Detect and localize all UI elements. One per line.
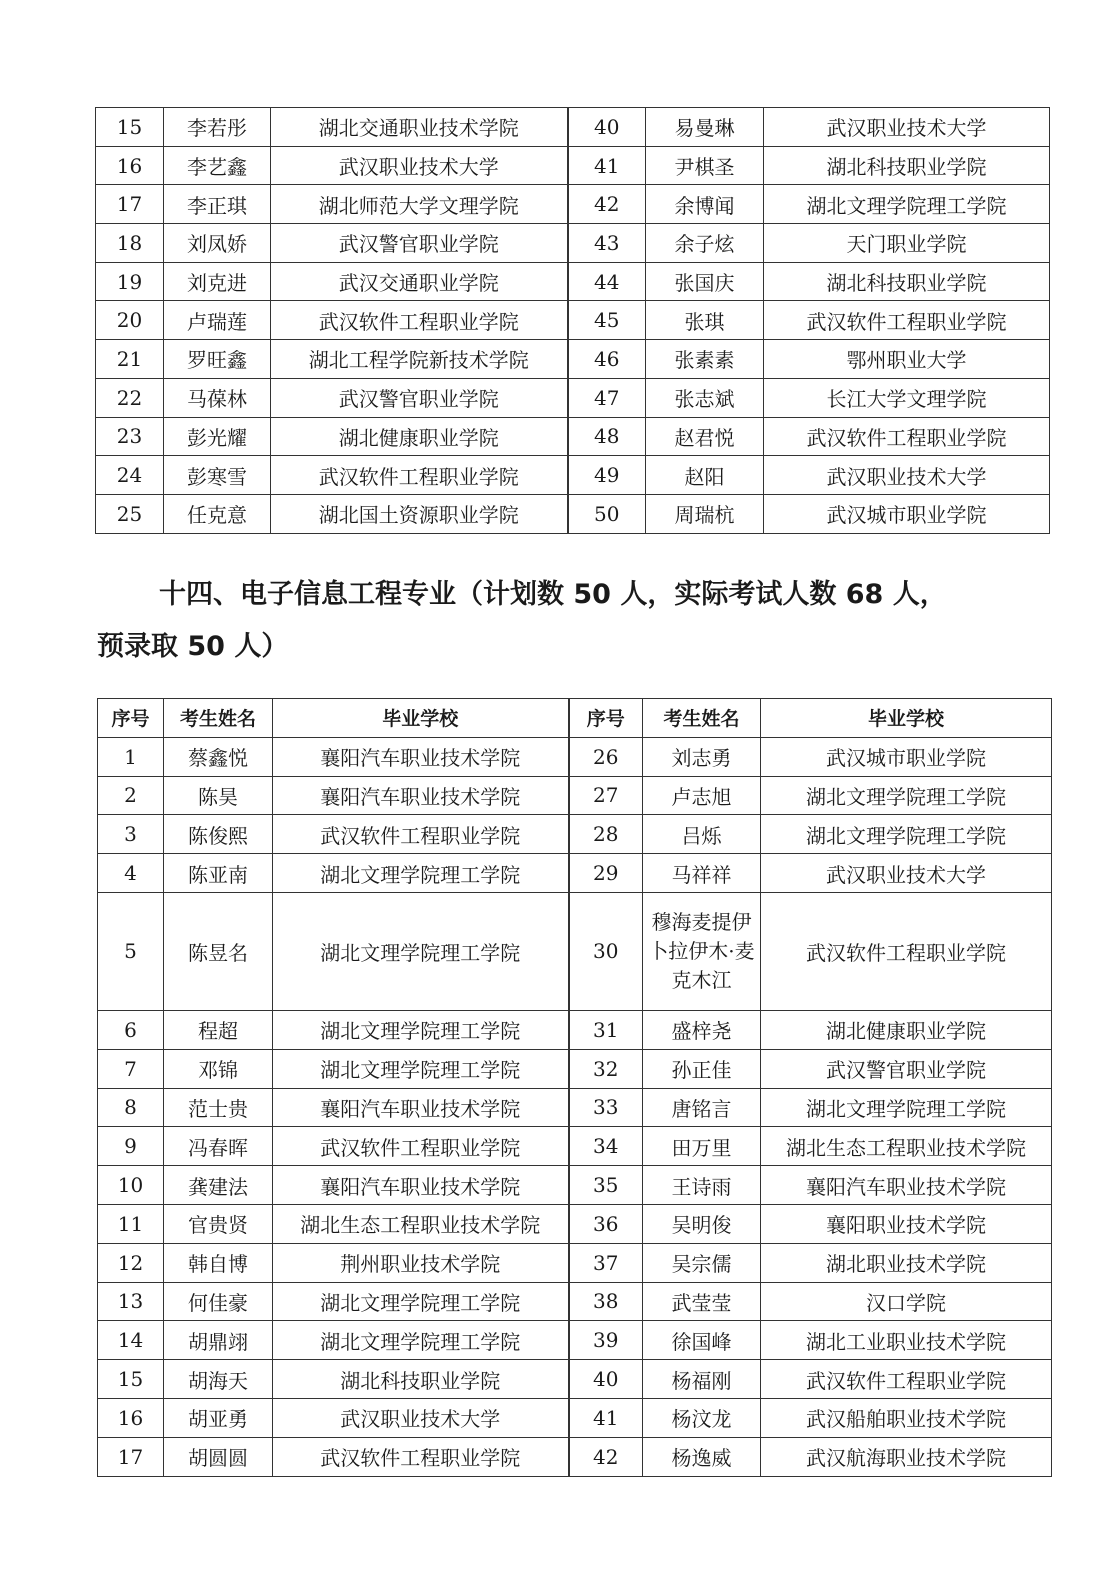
cell-seq: 47 [568,378,646,417]
cell-seq: 26 [569,737,643,776]
cell-name: 陈俊熙 [164,815,273,854]
cell-seq: 24 [96,456,164,495]
cell-seq: 36 [569,1204,643,1243]
table-row [96,185,1050,224]
cell-school: 武汉职业技术大学 [764,456,1050,495]
section-heading-line1: 十四、电子信息工程专业（计划数 50 人，实际考试人数 68 人， [159,579,947,610]
cell-school: 武汉软件工程职业学院 [273,1127,569,1166]
cell-seq: 50 [568,494,646,533]
cell-seq: 40 [568,108,646,147]
cell-school: 湖北文理学院理工学院 [273,892,569,1010]
cell-seq: 34 [569,1127,643,1166]
cell-seq: 43 [568,224,646,263]
cell-name: 孙正佳 [643,1049,761,1088]
cell-school: 湖北文理学院理工学院 [273,854,569,893]
cell-school: 武汉软件工程职业学院 [761,892,1052,1010]
cell-seq: 44 [568,262,646,301]
cell-school: 湖北职业技术学院 [761,1243,1052,1282]
cell-name: 陈亚南 [164,854,273,893]
cell-seq: 23 [96,417,164,456]
cell-seq: 13 [98,1282,164,1321]
cell-seq: 11 [98,1204,164,1243]
table-row [98,1321,1052,1360]
cell-seq: 1 [98,737,164,776]
table-row [98,1127,1052,1166]
cell-school: 湖北文理学院理工学院 [761,815,1052,854]
cell-name: 唐铭言 [643,1088,761,1127]
cell-seq: 9 [98,1127,164,1166]
cell-name: 胡亚勇 [164,1398,273,1437]
cell-seq: 48 [568,417,646,456]
cell-name: 胡鼎翊 [164,1321,273,1360]
table-row [96,301,1050,340]
cell-school: 湖北文理学院理工学院 [761,776,1052,815]
cell-seq: 45 [568,301,646,340]
table-header-row [98,699,1052,738]
cell-name: 杨逸威 [643,1437,761,1476]
cell-school: 武汉交通职业学院 [271,262,568,301]
cell-name: 赵阳 [646,456,764,495]
table-row [98,1010,1052,1049]
table-row [96,378,1050,417]
cell-seq: 12 [98,1243,164,1282]
cell-seq: 33 [569,1088,643,1127]
cell-seq: 38 [569,1282,643,1321]
cell-seq: 35 [569,1166,643,1205]
table-row [98,1088,1052,1127]
table-row [96,417,1050,456]
cell-school: 武汉软件工程职业学院 [761,1360,1052,1399]
header-school: 毕业学校 [273,699,569,738]
cell-name: 武莹莹 [643,1282,761,1321]
header-name: 考生姓名 [643,699,761,738]
cell-school: 湖北科技职业学院 [273,1360,569,1399]
header-school: 毕业学校 [761,699,1052,738]
cell-seq: 5 [98,892,164,1010]
cell-seq: 18 [96,224,164,263]
cell-name: 吕烁 [643,815,761,854]
cell-seq: 49 [568,456,646,495]
cell-seq: 30 [569,892,643,1010]
cell-school: 襄阳汽车职业技术学院 [273,1088,569,1127]
cell-school: 湖北健康职业学院 [271,417,568,456]
cell-school: 天门职业学院 [764,224,1050,263]
table-row [98,1204,1052,1243]
cell-school: 武汉航海职业技术学院 [761,1437,1052,1476]
cell-school: 湖北健康职业学院 [761,1010,1052,1049]
cell-seq: 46 [568,340,646,379]
table-row [98,1282,1052,1321]
cell-school: 襄阳职业技术学院 [761,1204,1052,1243]
cell-name: 吴明俊 [643,1204,761,1243]
cell-seq: 21 [96,340,164,379]
cell-name: 穆海麦提伊卜拉伊木·麦克木江 [643,892,761,1010]
cell-school: 武汉城市职业学院 [764,494,1050,533]
cell-school: 湖北生态工程职业技术学院 [273,1204,569,1243]
admission-table-electronic-info-eng [97,698,1052,1477]
cell-school: 武汉职业技术大学 [273,1398,569,1437]
cell-school: 湖北交通职业技术学院 [271,108,568,147]
table-row [96,108,1050,147]
cell-name: 张素素 [646,340,764,379]
cell-seq: 20 [96,301,164,340]
cell-name: 蔡鑫悦 [164,737,273,776]
cell-name: 杨汶龙 [643,1398,761,1437]
cell-name: 张国庆 [646,262,764,301]
cell-name: 张志斌 [646,378,764,417]
header-name: 考生姓名 [164,699,273,738]
cell-name: 陈昱名 [164,892,273,1010]
cell-name: 马葆林 [164,378,271,417]
table-row [98,892,1052,1010]
cell-seq: 16 [98,1398,164,1437]
cell-school: 湖北文理学院理工学院 [273,1282,569,1321]
cell-name: 卢志旭 [643,776,761,815]
cell-seq: 27 [569,776,643,815]
cell-school: 武汉城市职业学院 [761,737,1052,776]
cell-name: 尹棋圣 [646,146,764,185]
cell-school: 武汉软件工程职业学院 [273,815,569,854]
cell-school: 湖北文理学院理工学院 [761,1088,1052,1127]
cell-name: 何佳豪 [164,1282,273,1321]
cell-seq: 41 [568,146,646,185]
cell-school: 湖北科技职业学院 [764,146,1050,185]
cell-name: 易曼琳 [646,108,764,147]
cell-school: 武汉软件工程职业学院 [764,417,1050,456]
cell-school: 湖北师范大学文理学院 [271,185,568,224]
cell-school: 湖北文理学院理工学院 [273,1321,569,1360]
cell-seq: 4 [98,854,164,893]
cell-school: 武汉职业技术大学 [761,854,1052,893]
cell-name: 龚建法 [164,1166,273,1205]
table-row [96,146,1050,185]
cell-school: 湖北国土资源职业学院 [271,494,568,533]
cell-name: 邓锦 [164,1049,273,1088]
cell-school: 湖北工程学院新技术学院 [271,340,568,379]
cell-seq: 14 [98,1321,164,1360]
cell-seq: 7 [98,1049,164,1088]
cell-seq: 15 [96,108,164,147]
table-row [98,737,1052,776]
cell-name: 余博闻 [646,185,764,224]
cell-seq: 17 [98,1437,164,1476]
cell-name: 徐国峰 [643,1321,761,1360]
header-seq: 序号 [569,699,643,738]
cell-name: 范士贵 [164,1088,273,1127]
cell-name: 盛梓尧 [643,1010,761,1049]
header-seq: 序号 [98,699,164,738]
cell-seq: 15 [98,1360,164,1399]
table-row [96,456,1050,495]
cell-school: 武汉警官职业学院 [271,224,568,263]
cell-school: 武汉警官职业学院 [271,378,568,417]
cell-seq: 2 [98,776,164,815]
cell-name: 田万里 [643,1127,761,1166]
table-row [98,815,1052,854]
section-heading-line2: 预录取 50 人） [97,631,289,662]
cell-name: 周瑞杭 [646,494,764,533]
cell-seq: 17 [96,185,164,224]
cell-name: 刘凤娇 [164,224,271,263]
cell-school: 武汉职业技术大学 [271,146,568,185]
cell-school: 湖北文理学院理工学院 [273,1049,569,1088]
cell-seq: 28 [569,815,643,854]
cell-name: 彭寒雪 [164,456,271,495]
cell-seq: 41 [569,1398,643,1437]
cell-school: 武汉软件工程职业学院 [271,301,568,340]
cell-school: 襄阳汽车职业技术学院 [273,1166,569,1205]
cell-seq: 19 [96,262,164,301]
cell-school: 武汉职业技术大学 [764,108,1050,147]
cell-school: 襄阳汽车职业技术学院 [761,1166,1052,1205]
cell-seq: 29 [569,854,643,893]
table-row [98,1360,1052,1399]
cell-school: 襄阳汽车职业技术学院 [273,737,569,776]
cell-name: 官贵贤 [164,1204,273,1243]
cell-name: 张琪 [646,301,764,340]
cell-school: 武汉软件工程职业学院 [764,301,1050,340]
table-row [96,494,1050,533]
cell-name: 韩自博 [164,1243,273,1282]
cell-seq: 16 [96,146,164,185]
cell-name: 李若彤 [164,108,271,147]
cell-name: 罗旺鑫 [164,340,271,379]
table-row [98,1243,1052,1282]
cell-seq: 25 [96,494,164,533]
cell-seq: 22 [96,378,164,417]
cell-name: 陈昊 [164,776,273,815]
cell-seq: 39 [569,1321,643,1360]
cell-school: 襄阳汽车职业技术学院 [273,776,569,815]
cell-name: 任克意 [164,494,271,533]
cell-school: 长江大学文理学院 [764,378,1050,417]
cell-school: 汉口学院 [761,1282,1052,1321]
cell-seq: 37 [569,1243,643,1282]
cell-school: 鄂州职业大学 [764,340,1050,379]
cell-name: 刘克进 [164,262,271,301]
cell-school: 湖北文理学院理工学院 [273,1010,569,1049]
cell-school: 武汉软件工程职业学院 [271,456,568,495]
table-row [96,340,1050,379]
table-row [98,1398,1052,1437]
table-row [98,1049,1052,1088]
admission-table-continued [95,107,1050,534]
cell-seq: 40 [569,1360,643,1399]
cell-name: 赵君悦 [646,417,764,456]
table-row [98,1437,1052,1476]
cell-school: 湖北工业职业技术学院 [761,1321,1052,1360]
table-row [98,854,1052,893]
table-row [98,1166,1052,1205]
cell-seq: 8 [98,1088,164,1127]
table-row [98,776,1052,815]
table-row [96,262,1050,301]
cell-seq: 42 [569,1437,643,1476]
cell-school: 荆州职业技术学院 [273,1243,569,1282]
cell-seq: 3 [98,815,164,854]
cell-name: 刘志勇 [643,737,761,776]
cell-name: 李正琪 [164,185,271,224]
cell-school: 武汉软件工程职业学院 [273,1437,569,1476]
table-row [96,224,1050,263]
cell-name: 胡海天 [164,1360,273,1399]
cell-seq: 32 [569,1049,643,1088]
cell-seq: 10 [98,1166,164,1205]
cell-name: 冯春晖 [164,1127,273,1166]
cell-seq: 42 [568,185,646,224]
cell-name: 吴宗儒 [643,1243,761,1282]
cell-name: 王诗雨 [643,1166,761,1205]
cell-school: 湖北生态工程职业技术学院 [761,1127,1052,1166]
cell-school: 湖北文理学院理工学院 [764,185,1050,224]
cell-name: 胡圆圆 [164,1437,273,1476]
cell-school: 武汉警官职业学院 [761,1049,1052,1088]
cell-name: 余子炫 [646,224,764,263]
cell-name: 彭光耀 [164,417,271,456]
cell-seq: 31 [569,1010,643,1049]
cell-name: 卢瑞莲 [164,301,271,340]
cell-seq: 6 [98,1010,164,1049]
cell-name: 程超 [164,1010,273,1049]
cell-name: 马祥祥 [643,854,761,893]
cell-name: 杨福刚 [643,1360,761,1399]
cell-name: 李艺鑫 [164,146,271,185]
cell-school: 湖北科技职业学院 [764,262,1050,301]
cell-school: 武汉船舶职业技术学院 [761,1398,1052,1437]
